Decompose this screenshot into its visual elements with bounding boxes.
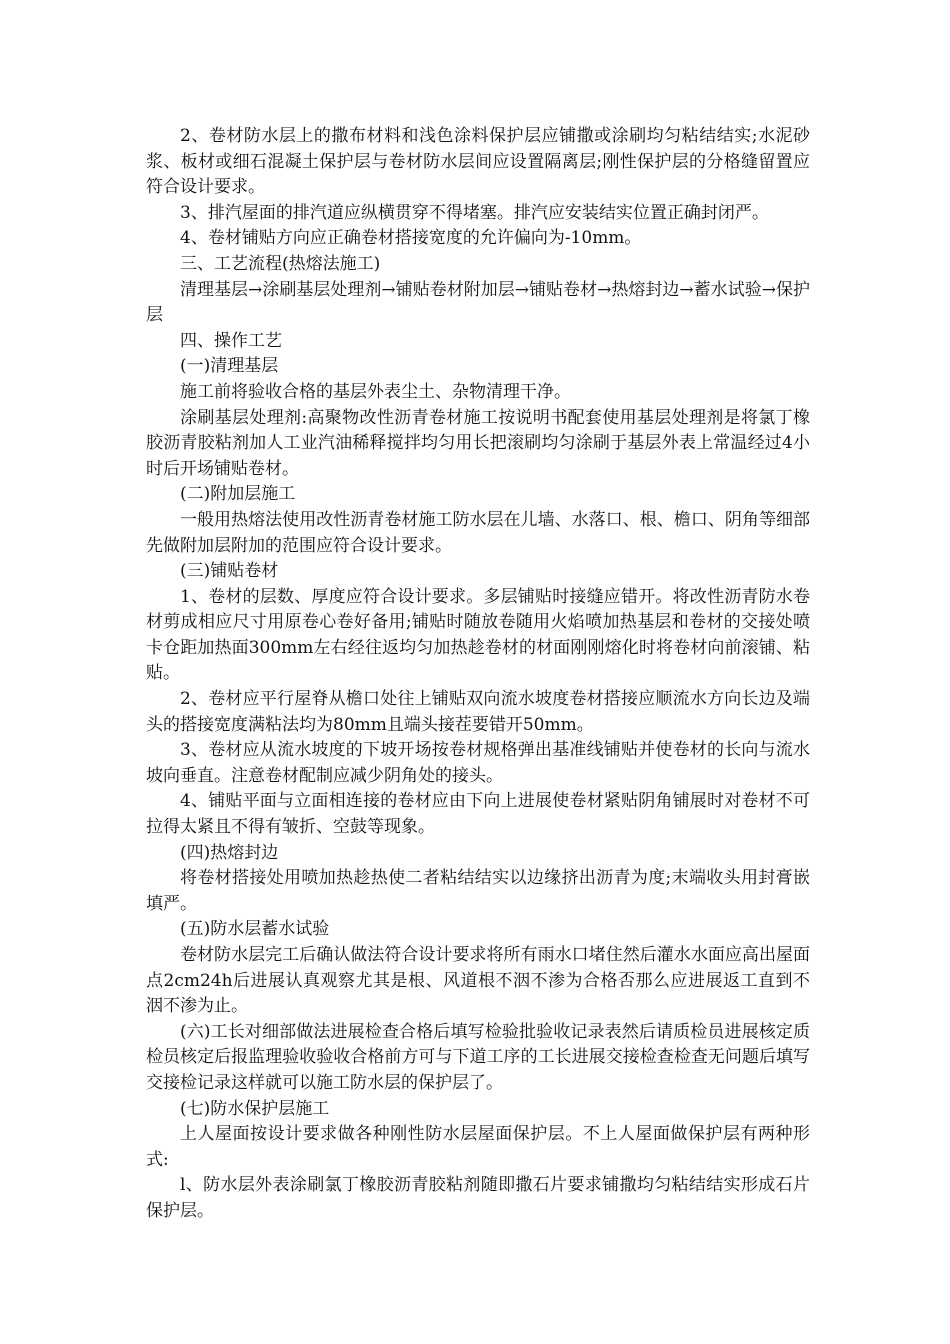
paragraph: 上人屋面按设计要求做各种刚性防水层屋面保护层。不上人屋面做保护层有两种形式:: [146, 1124, 810, 1170]
paragraph: l、防水层外表涂刷氯丁橡胶沥青胶粘剂随即撒石片要求铺撒均匀粘结结实形成石片保护层。: [146, 1175, 810, 1221]
paragraph: 施工前将验收合格的基层外表尘土、杂物清理干净。: [180, 381, 571, 402]
paragraph: 2、卷材防水层上的撒布材料和浅色涂料保护层应铺撒或涂刷均匀粘结结实;水泥砂浆、板材或细石混凝土保护层与卷材防水层间应设置隔离层;刚性保护层的分格缝留置应符合设计要求。: [146, 126, 810, 198]
subsection-heading: (三)铺贴卷材: [180, 561, 279, 582]
paragraph: 2、卷材应平行屋脊从檐口处往上铺贴双向流水坡度卷材搭接应顺流水方向长边及端头的搭接宽度满粘法均为80mm且端头接茬要错开50mm。: [146, 689, 810, 735]
subsection-heading: (四)热熔封边: [180, 842, 279, 863]
paragraph: 3、卷材应从流水坡度的下坡开场按卷材规格弹出基准线铺贴并使卷材的长向与流水坡向垂直。注意卷材配制应减少阴角处的接头。: [146, 740, 810, 786]
paragraph: 3、排汽屋面的排汽道应纵横贯穿不得堵塞。排汽应安装结实位置正确封闭严。: [180, 202, 769, 223]
process-flow: 清理基层→涂刷基层处理剂→铺贴卷材附加层→铺贴卷材→热熔封边→蓄水试验→保护层: [146, 279, 810, 326]
subsection-heading: (一)清理基层: [180, 356, 279, 377]
section-heading: 四、操作工艺: [180, 330, 282, 351]
paragraph: 涂刷基层处理剂:高聚物改性沥青卷材施工按说明书配套使用基层处理剂是将氯丁橡胶沥青胶粘剂加人工业汽油稀释搅拌均匀用长把滚刷均匀涂刷于基层外表上常温经过4小时后开场铺贴卷材。: [146, 407, 810, 479]
paragraph: 4、卷材铺贴方向应正确卷材搭接宽度的允许偏向为-10mm。: [180, 228, 642, 249]
paragraph: 一般用热熔法使用改性沥青卷材施工防水层在儿墙、水落口、根、檐口、阴角等细部先做附加层附加的范围应符合设计要求。: [146, 509, 810, 556]
document-body: [146, 124, 810, 1225]
subsection-heading: (七)防水保护层施工: [180, 1098, 330, 1119]
section-heading: 三、工艺流程(热熔法施工): [180, 253, 381, 274]
paragraph: 卷材防水层完工后确认做法符合设计要求将所有雨水口堵住然后灌水水面应高出屋面点2cm24h后进展认真观察尤其是根、风道根不洇不渗为合格否那么应进展返工直到不洇不渗为止。: [146, 945, 810, 1017]
paragraph: (六)工长对细部做法进展检查合格后填写检验批验收记录表然后请质检员进展核定质检员核定后报监理验收验收合格前方可与下道工序的工长进展交接检查检查无问题后填写交接检记录这样就可以施工防水层的保护层了。: [146, 1021, 810, 1093]
paragraph: 将卷材搭接处用喷加热趁热使二者粘结结实以边缘挤出沥青为度;末端收头用封膏嵌填严。: [146, 868, 810, 914]
paragraph: 1、卷材的层数、厚度应符合设计要求。多层铺贴时接缝应错开。将改性沥青防水卷材剪成相应尺寸用原卷心卷好备用;铺贴时随放卷随用火焰喷加热基层和卷材的交接处喷卡仓距加热面300mm左右经往返均匀加热趁卷材的材面刚刚熔化时将卷材向前滚铺、粘贴。: [146, 586, 810, 684]
subsection-heading: (二)附加层施工: [180, 484, 296, 505]
subsection-heading: (五)防水层蓄水试验: [180, 919, 330, 940]
paragraph: 4、铺贴平面与立面相连接的卷材应由下向上进展使卷材紧贴阴角铺展时对卷材不可拉得太紧且不得有皱折、空鼓等现象。: [146, 791, 810, 838]
